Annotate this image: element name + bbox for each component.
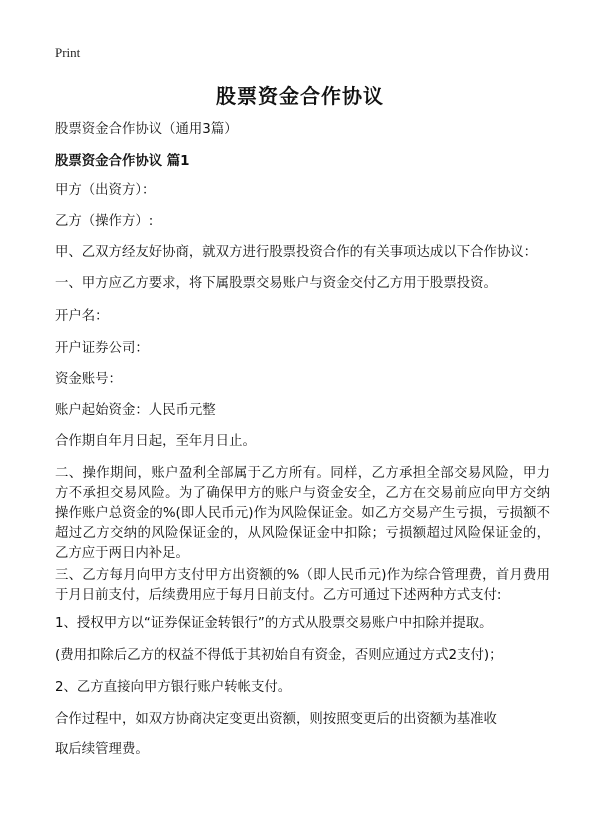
party-a-line: 甲方（出资方）： — [55, 183, 156, 198]
document-subtitle: 股票资金合作协议（通用3篇） — [55, 122, 238, 137]
account-name-line: 开户名： — [55, 309, 109, 324]
term-line: 合作期自年月日起，至年月日止。 — [55, 434, 256, 449]
agreement-intro: 甲、乙双方经友好协商，就双方进行股票投资合作的有关事项达成以下合作协议： — [55, 245, 538, 260]
clause-three: 三、乙方每月向甲方支付甲方出资额的%（即人民币元)作为综合管理费，首月费用于月日前支付，后续费用应于每月日前支付。乙方可通过下述两种方式支付: — [55, 568, 550, 603]
payment-note: (费用扣除后乙方的权益不得低于其初始自有资金，否则应通过方式2支付)； — [55, 648, 503, 663]
broker-line: 开户证券公司： — [55, 341, 149, 356]
adjustment-clause-end: 取后续管理费。 — [55, 742, 149, 757]
adjustment-clause: 合作过程中，如双方协商决定变更出资额，则按照变更后的出资额为基准收 — [55, 712, 497, 727]
payment-method-two: 2、乙方直接向甲方银行账户转帐支付。 — [55, 680, 292, 695]
fund-account-line: 资金账号： — [55, 372, 122, 387]
clause-one: 一、甲方应乙方要求，将下属股票交易账户与资金交付乙方用于股票投资。 — [55, 276, 497, 291]
print-link[interactable]: Print — [55, 45, 81, 60]
section-heading: 股票资金合作协议 篇1 — [55, 154, 190, 169]
clause-two: 二、操作期间，账户盈利全部属于乙方所有。同样，乙方承担全部交易风险，甲力方不承担交易风险。为了确保甲方的账户与资金安全，乙方在交易前应向甲方交纳操作账户总资金的%(即人民币元)作为风险保证金。如乙方交易产生亏损，亏损额不超过乙方交纳的风险保证金的，从风险保证金中扣除；亏损额超过风险保证金的，乙方应于两日内补足。 — [55, 466, 550, 561]
payment-method-one: 1、授权甲方以“证券保证金转银行”的方式从股票交易账户中扣除并提取。 — [55, 616, 493, 631]
document-title: 股票资金合作协议 — [216, 84, 384, 108]
party-b-line: 乙方（操作方）: — [55, 214, 154, 229]
initial-funds-line: 账户起始资金：人民币元整 — [55, 403, 216, 418]
